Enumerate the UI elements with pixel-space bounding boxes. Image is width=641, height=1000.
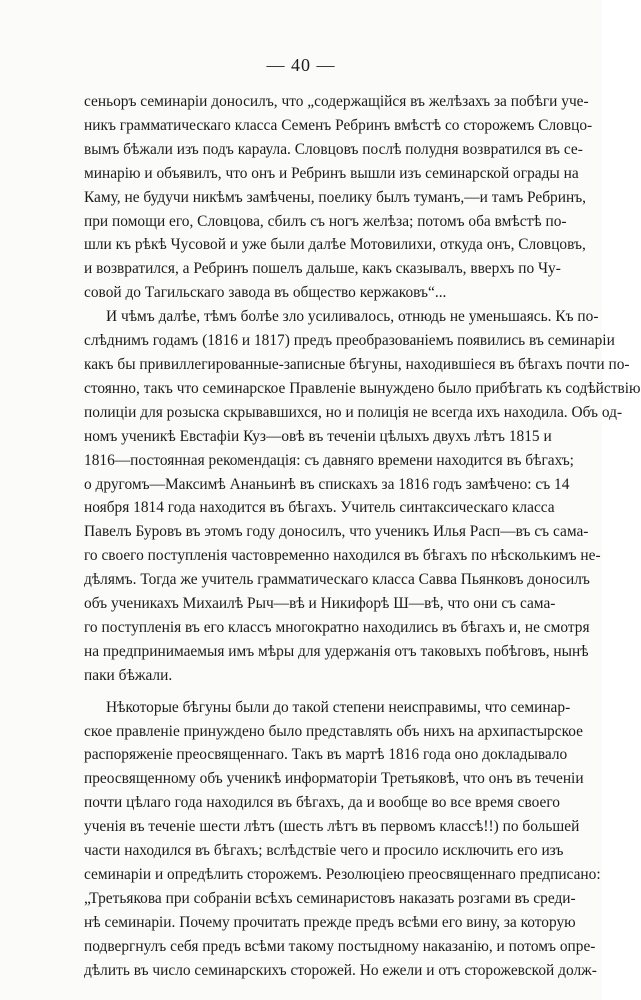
- text-line: сеньоръ семинаріи доносилъ, что „содержащійся въ желѣзахъ за побѣги уче-: [84, 93, 589, 110]
- paragraph-3: [84, 696, 601, 983]
- text-line: ноября 1814 года находится въ бѣгахъ. Учитель синтаксическаго класса: [84, 499, 555, 517]
- text-line: нѣ семинаріи. Почему прочитать прежде предъ всѣми его вину, за которую: [84, 913, 576, 931]
- text-line: почти цѣлаго года находился въ бѣгахъ, да и вообще во все время своего: [84, 794, 560, 812]
- text-line: ученія въ теченіе шести лѣтъ (шесть лѣтъ въ первомъ классѣ!!) по большей: [84, 818, 580, 836]
- text-line: „Третьякова при собраніи всѣхъ семинаристовъ наказать розгами въ среди-: [84, 889, 576, 907]
- text-line: дѣлить въ число семинарскихъ сторожей. Но ежели и отъ сторожевской долж-: [84, 961, 597, 979]
- text-line: стоянно, такъ что семинарское Правленіе вынуждено было прибѣгать къ содѣйствію: [84, 379, 641, 397]
- text-line: вымъ бѣжали изъ подъ караула. Словцовъ послѣ полудня возвратился въ се-: [84, 140, 583, 158]
- text-line: дѣлямъ. Тогда же учитель грамматическаго класса Савва Пьянковъ доносилъ: [84, 571, 590, 589]
- text-line: шли къ рѣкѣ Чусовой и уже были далѣе Мотовилихи, откуда онъ, Словцовъ,: [84, 236, 586, 254]
- text-line: объ ученикахъ Михаилѣ Рыч—вѣ и Никифорѣ Ш—вѣ, что они съ сама-: [84, 595, 556, 613]
- text-line: подвергнулъ себя предъ всѣми такому постыдному наказанію, и потомъ опре-: [84, 937, 596, 955]
- text-line: минарію и объявилъ, что онъ и Ребринъ вышли изъ семинарской ограды на: [84, 164, 579, 182]
- text-line: номъ ученикѣ Евстафіи Куз—овѣ въ теченіи цѣлыхъ двухъ лѣтъ 1815 и: [84, 427, 552, 445]
- text-line: распоряженіе преосвященнаго. Такъ въ мартѣ 1816 года оно докладывало: [84, 746, 568, 764]
- paragraph-gap: [84, 688, 536, 696]
- text-line: ское правленіе принуждено было представлять объ нихъ на архипастырское: [84, 722, 583, 740]
- text-line: И чѣмъ далѣе, тѣмъ болѣе зло усиливалось, отнюдь не уменьшаясь. Къ по-: [106, 308, 599, 326]
- text-line: при помощи его, Словцова, сбилъ съ ногъ желѣза; потомъ оба вмѣстѣ по-: [84, 212, 567, 230]
- text-line: паки бѣжали.: [84, 666, 173, 684]
- paragraph-1: [84, 90, 593, 305]
- text-line: Каму, не будучи никѣмъ замѣчены, поелику былъ туманъ,—и тамъ Ребринъ,: [84, 188, 587, 206]
- text-line: никъ грамматическаго класса Семенъ Ребринъ вмѣстѣ со сторожемъ Словцо-: [84, 116, 593, 134]
- text-line: 1816—постоянная рекомендація: съ давняго времени находится въ бѣгахъ;: [84, 451, 574, 469]
- text-line: и возвратился, а Ребринъ пошелъ дальше, какъ сказывалъ, вверхъ по Чу-: [84, 260, 561, 278]
- text-line: части находился въ бѣгахъ; вслѣдствіе чего и просило исключить его изъ: [84, 842, 564, 860]
- text-line: совой до Тагильскаго завода въ общество кержаковъ“...: [84, 284, 447, 302]
- text-line: полиціи для розыска скрывавшихся, но и полиція не всегда ихъ находила. Объ од-: [84, 403, 623, 421]
- paragraph-2: [84, 305, 641, 688]
- text-line: го своего поступленія частовременно находился въ бѣгахъ по нѣсколькимъ не-: [84, 547, 601, 565]
- text-line: какъ бы привиллегированные-записные бѣгуны, находившіеся въ бѣгахъ почти по-: [84, 355, 630, 373]
- text-line: о другомъ—Максимѣ Ананьинѣ въ спискахъ за 1816 годъ замѣчено: съ 14: [84, 475, 570, 493]
- text-line: слѣднимъ годамъ (1816 и 1817) предъ преобразованіемъ появились въ семинаріи: [84, 332, 615, 350]
- text-line: Нѣкоторые бѣгуны были до такой степени неисправимы, что семинар-: [106, 698, 571, 716]
- text-line: Павелъ Буровъ въ этомъ году доносилъ, что ученикъ Илья Расп—въ съ сама-: [84, 523, 589, 541]
- text-line: го поступленія въ его классъ многократно находились въ бѣгахъ и, не смотря: [84, 618, 590, 636]
- text-line: семинаріи и опредѣлить сторожемъ. Резолюціею преосвященнаго предписано:: [84, 866, 601, 883]
- page-number: — 40 —: [266, 55, 336, 75]
- body-text: [84, 90, 641, 983]
- text-line: преосвященному объ ученикѣ информаторіи Третьяковѣ, что онъ въ теченіи: [84, 770, 584, 788]
- text-line: на предпринимаемыя имъ мѣры для удержанія отъ таковыхъ побѣговъ, нынѣ: [84, 642, 589, 660]
